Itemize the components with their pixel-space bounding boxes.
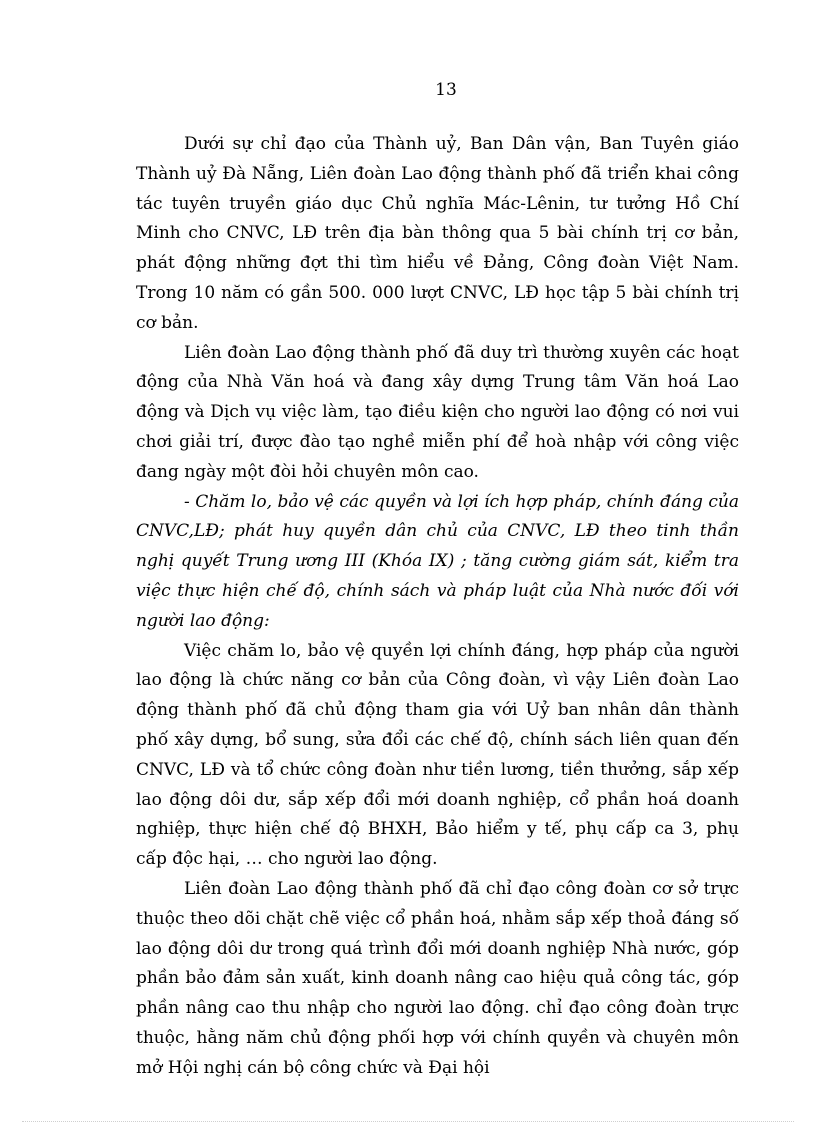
paragraph-worker-rights: Việc chăm lo, bảo vệ quyền lợi chính đáng, hợp pháp của người lao động là chức năng cơ bản của Công đoàn, vì vậy Liên đoàn Lao động thành phố đã chủ động tham gia với Uỷ ban nhân dân thành phố xây dựng, bổ sung, sửa đổi các chế độ, chính sách liên quan đến CNVC, LĐ và tổ chức công đoàn như tiền lương, tiền thưởng, sắp xếp lao động dôi dư, sắp xếp đổi mới doanh nghiệp, cổ phần hoá doanh nghiệp, thực hiện chế độ BHXH, Bảo hiểm y tế, phụ cấp ca 3, phụ cấp độc hại, … cho người lao động. [136,640,739,870]
page-bottom-divider [22,1121,794,1122]
page-number: 13 [435,80,457,100]
section-heading-rights-protection: - Chăm lo, bảo vệ các quyền và lợi ích hợp pháp, chính đáng của CNVC,LĐ; phát huy quyền dân chủ của CNVC, LĐ theo tinh thần nghị quyết Trung ương III (Khóa IX) ; tăng cường giám sát, kiểm tra việc thực hiện chế độ, chính sách và pháp luật của Nhà nước đối với người lao động: [136,491,739,631]
paragraph-equitization: Liên đoàn Lao động thành phố đã chỉ đạo công đoàn cơ sở trực thuộc theo dõi chặt chẽ việc cổ phần hoá, nhằm sắp xếp thoả đáng số lao động dôi dư trong quá trình đổi mới doanh nghiệp Nhà nước, góp phần bảo đảm sản xuất, kinh doanh nâng cao hiệu quả công tác, góp phần nâng cao thu nhập cho người lao động. chỉ đạo công đoàn trực thuộc, hằng năm chủ động phối hợp với chính quyền và chuyên môn mở Hội nghị cán bộ công chức và Đại hội [136,878,739,1078]
paragraph-culture-house: Liên đoàn Lao động thành phố đã duy trì thường xuyên các hoạt động của Nhà Văn hoá và đang xây dựng Trung tâm Văn hoá Lao động và Dịch vụ việc làm, tạo điều kiện cho người lao động có nơi vui chơi giải trí, được đào tạo nghề miễn phí để hoà nhập với công việc đang ngày một đòi hỏi chuyên môn cao. [136,342,739,482]
paragraph-political-education: Dưới sự chỉ đạo của Thành uỷ, Ban Dân vận, Ban Tuyên giáo Thành uỷ Đà Nẵng, Liên đoàn Lao động thành phố đã triển khai công tác tuyên truyền giáo dục Chủ nghĩa Mác-Lênin, tư tưởng Hồ Chí Minh cho CNVC, LĐ trên địa bàn thông qua 5 bài chính trị cơ bản, phát động những đợt thi tìm hiểu về Đảng, Công đoàn Việt Nam. Trong 10 năm có gần 500. 000 lượt CNVC, LĐ học tập 5 bài chính trị cơ bản. [136,134,739,333]
document-body [136,130,739,1084]
